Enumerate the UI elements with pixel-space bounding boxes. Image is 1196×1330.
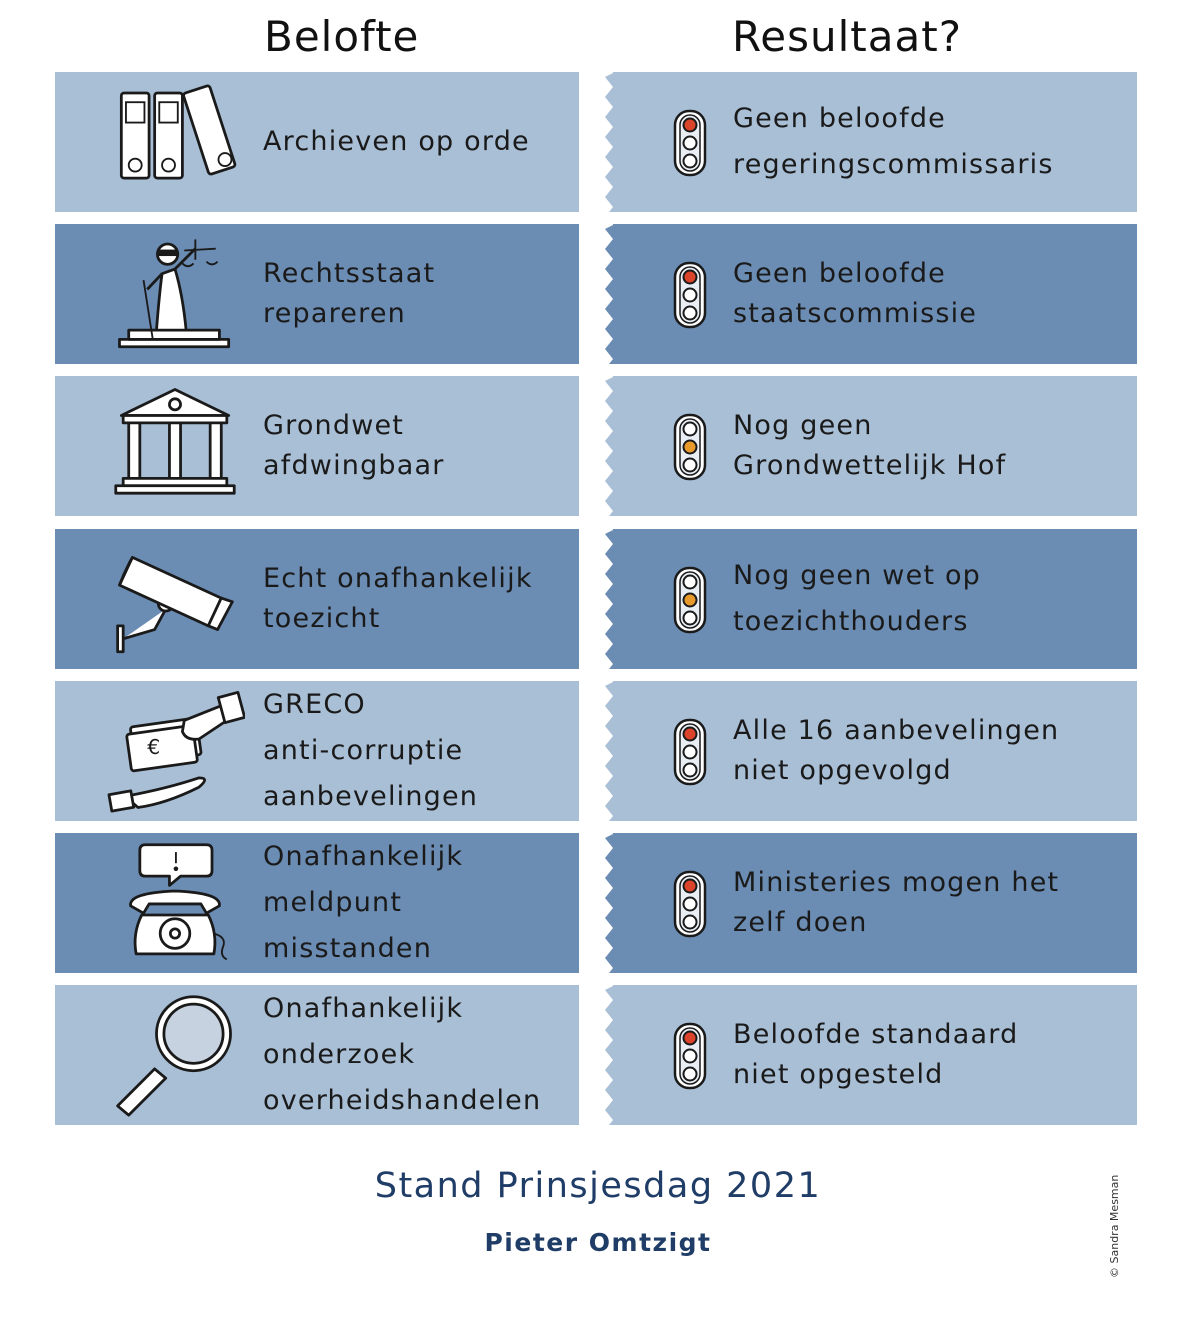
zigzag-edge — [569, 224, 581, 364]
traffic-light-red-icon — [672, 718, 708, 786]
result-text — [733, 96, 1054, 188]
binders-icon — [105, 80, 245, 204]
result-text — [733, 406, 1006, 486]
result-column-header: Resultaat? — [732, 12, 963, 61]
promise-text-line: Onafhankelijk — [263, 841, 464, 872]
promise-text-line: onderzoek — [263, 1039, 416, 1071]
courthouse-icon — [105, 384, 245, 508]
result-text-line: Ministeries mogen het — [733, 867, 1060, 898]
traffic-light-red-icon — [672, 261, 708, 329]
result-text-line: Nog geen — [733, 410, 873, 442]
promise-text — [263, 406, 445, 486]
zigzag-edge — [569, 833, 581, 973]
result-text — [733, 1015, 1018, 1095]
promise-text-line: aanbevelingen — [263, 780, 479, 812]
promise-text-line: afdwingbaar — [263, 450, 445, 482]
result-text — [733, 254, 977, 334]
table-row — [0, 681, 1196, 821]
table-row — [0, 985, 1196, 1125]
result-text-line: staatscommissie — [733, 298, 978, 330]
promise-text — [263, 559, 533, 639]
zigzag-edge — [603, 72, 615, 212]
result-text-line: toezichthouders — [733, 605, 969, 637]
result-text — [733, 711, 1059, 791]
result-text — [733, 553, 981, 645]
traffic-light-orange-icon — [672, 566, 708, 634]
telephone-icon — [105, 841, 245, 965]
result-text-line: niet opgesteld — [733, 1059, 944, 1091]
promise-text-line: Grondwet — [263, 410, 405, 442]
promise-text-line: GRECO — [263, 688, 366, 720]
result-text-line: Grondwettelijk Hof — [733, 450, 1007, 482]
table-row — [0, 376, 1196, 516]
footer-title: Stand Prinsjesdag 2021 — [374, 1166, 822, 1206]
result-text-line: regeringscommissaris — [733, 149, 1054, 180]
zigzag-edge — [603, 529, 615, 669]
promise-text-line: anti-corruptie — [263, 734, 464, 766]
promise-text-line: Rechtsstaat — [263, 258, 436, 290]
promise-text — [263, 986, 541, 1124]
lady-justice-icon — [105, 232, 245, 356]
promise-text — [263, 122, 530, 162]
zigzag-edge — [569, 985, 581, 1125]
result-text-line: Beloofde standaard — [733, 1019, 1019, 1051]
promise-text — [263, 834, 463, 972]
zigzag-edge — [603, 985, 615, 1125]
promise-column-header: Belofte — [264, 12, 420, 61]
traffic-light-red-icon — [672, 870, 708, 938]
result-text-line: Geen beloofde — [733, 103, 946, 134]
zigzag-edge — [603, 681, 615, 821]
bribe-hands-icon — [105, 689, 245, 813]
zigzag-edge — [569, 529, 581, 669]
svg-text:€: € — [147, 734, 161, 759]
promise-text-line: misstanden — [263, 933, 433, 964]
result-text-line: Alle 16 aanbevelingen — [733, 714, 1060, 746]
zigzag-edge — [603, 376, 615, 516]
promise-text — [263, 682, 478, 820]
result-text-line: Nog geen wet op — [733, 559, 982, 591]
traffic-light-red-icon — [672, 109, 708, 177]
result-text-line: Geen beloofde — [733, 258, 946, 290]
promise-text-line: repareren — [263, 298, 406, 330]
table-row — [0, 833, 1196, 973]
promise-text-line: Echt onafhankelijk — [263, 562, 533, 594]
promise-text-line: Archieven op orde — [263, 126, 530, 157]
footer-author: Pieter Omtzigt — [484, 1228, 712, 1257]
zigzag-edge — [569, 72, 581, 212]
promise-text-line: toezicht — [263, 602, 381, 634]
promise-text-line: overheidshandelen — [263, 1085, 542, 1117]
promise-text — [263, 254, 435, 334]
result-text-line: zelf doen — [733, 907, 868, 938]
traffic-light-orange-icon — [672, 413, 708, 481]
table-row — [0, 72, 1196, 212]
result-text-line: niet opgevolgd — [733, 754, 952, 786]
table-row — [0, 529, 1196, 669]
zigzag-edge — [603, 224, 615, 364]
magnifier-icon — [105, 993, 245, 1117]
promise-text-line: meldpunt — [263, 887, 403, 918]
zigzag-edge — [603, 833, 615, 973]
artist-credit: © Sandra Mesman — [1108, 1174, 1121, 1278]
table-row — [0, 224, 1196, 364]
result-text — [733, 863, 1059, 943]
promise-text-line: Onafhankelijk — [263, 993, 464, 1025]
traffic-light-red-icon — [672, 1022, 708, 1090]
zigzag-edge — [569, 376, 581, 516]
zigzag-edge — [569, 681, 581, 821]
security-camera-icon — [105, 537, 245, 661]
